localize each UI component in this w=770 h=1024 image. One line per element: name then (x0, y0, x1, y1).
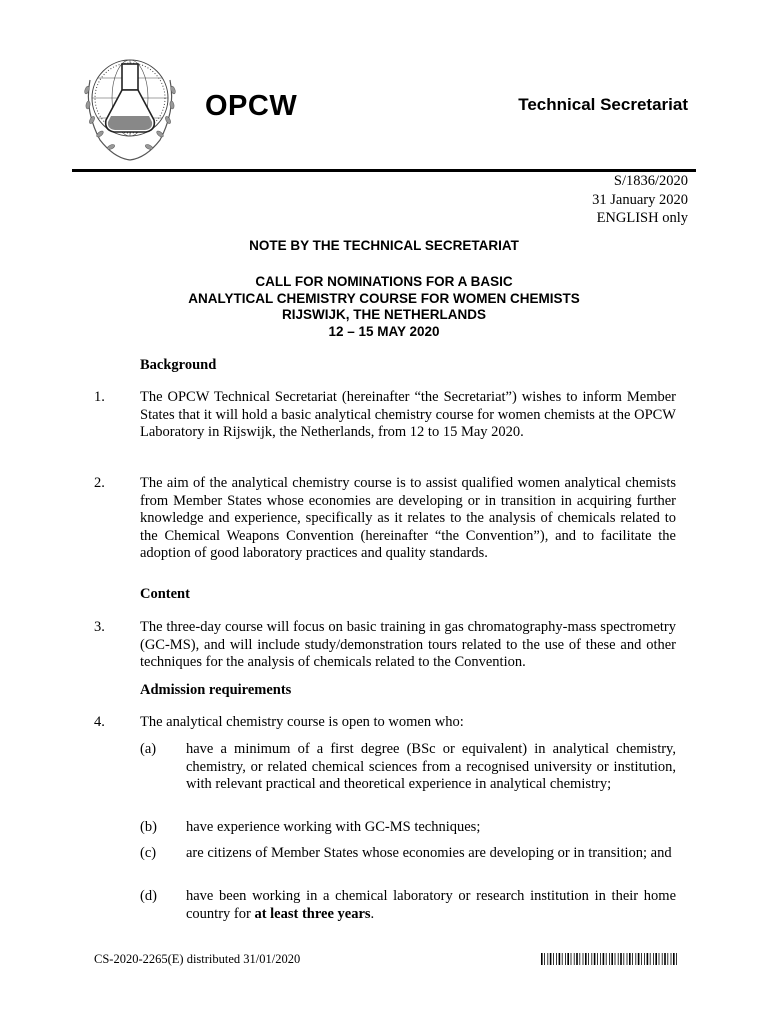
paragraph-number: 2. (94, 475, 105, 491)
org-name: OPCW (205, 90, 298, 122)
barcode (541, 953, 677, 965)
paragraph-1: The OPCW Technical Secretariat (hereinafter “the Secretariat”) wishes to inform Member States that it will hold a basic analytical chemistry course for women chemists at the OPCW Laboratory in Rijswijk, the Netherlands, from 12 to 15 May 2020. (140, 389, 676, 441)
paragraph-number: 1. (94, 389, 105, 405)
paragraph-3: The three-day course will focus on basic training in gas chromatography-mass spectrometry (GC-MS), and will include study/demonstration tours related to the use of these and other techniques for the analysis of chemicals related to the Convention. (140, 619, 676, 671)
subitem-d-text: have been working in a chemical laboratory or research institution in their home country for (186, 888, 676, 922)
secretariat-title: Technical Secretariat (518, 95, 688, 114)
subitem-c: are citizens of Member States whose economies are developing or in transition; and (186, 845, 672, 861)
subitem-d (186, 888, 676, 923)
subitem-d-emphasis: at least three years (254, 905, 371, 922)
title-line: RIJSWIJK, THE NETHERLANDS (281, 307, 487, 322)
document-date: 31 January 2020 (592, 191, 688, 208)
paragraph-number: 4. (94, 714, 105, 730)
subitem-b: have experience working with GC-MS techniques; (186, 819, 481, 835)
title-line: ANALYTICAL CHEMISTRY COURSE FOR WOMEN CHEMISTS (188, 290, 580, 306)
subitem-label: (a) (140, 741, 157, 757)
document-reference (592, 172, 688, 228)
paragraph-2: The aim of the analytical chemistry course is to assist qualified women analytical chemists from Member States whose economies are developing or in transition in acquiring further knowledge and experience, specifically as it relates to the analysis of chemicals related to the Chemical Weapons Convention (hereinafter “the Convention”), and to facilitate the adoption of good laboratory practices and quality standards. (140, 475, 676, 562)
document-title (72, 274, 696, 340)
subitem-label: (d) (140, 888, 157, 904)
document-language: ENGLISH only (596, 210, 688, 226)
section-heading-content: Content (140, 586, 190, 602)
paragraph-number: 3. (94, 619, 105, 635)
opcw-emblem-logo (78, 50, 183, 168)
subitem-label: (b) (140, 819, 157, 835)
note-heading: NOTE BY THE TECHNICAL SECRETARIAT (249, 238, 519, 253)
section-heading-background: Background (140, 357, 217, 373)
document-symbol: S/1836/2020 (613, 173, 688, 189)
section-heading-admission: Admission requirements (140, 682, 292, 698)
subitem-label: (c) (140, 845, 157, 861)
title-line: CALL FOR NOMINATIONS FOR A BASIC (255, 274, 513, 289)
subitem-a: have a minimum of a first degree (BSc or equivalent) in analytical chemistry, chemistry, or related chemical sciences from a recognised university or institution, with relevant practical and theoretical experience in analytical chemistry; (186, 741, 676, 793)
paragraph-4: The analytical chemistry course is open to women who: (140, 714, 464, 730)
distribution-footer: CS-2020-2265(E) distributed 31/01/2020 (94, 952, 301, 966)
title-line: 12 – 15 MAY 2020 (328, 323, 440, 339)
subitem-d-end: . (370, 905, 375, 922)
